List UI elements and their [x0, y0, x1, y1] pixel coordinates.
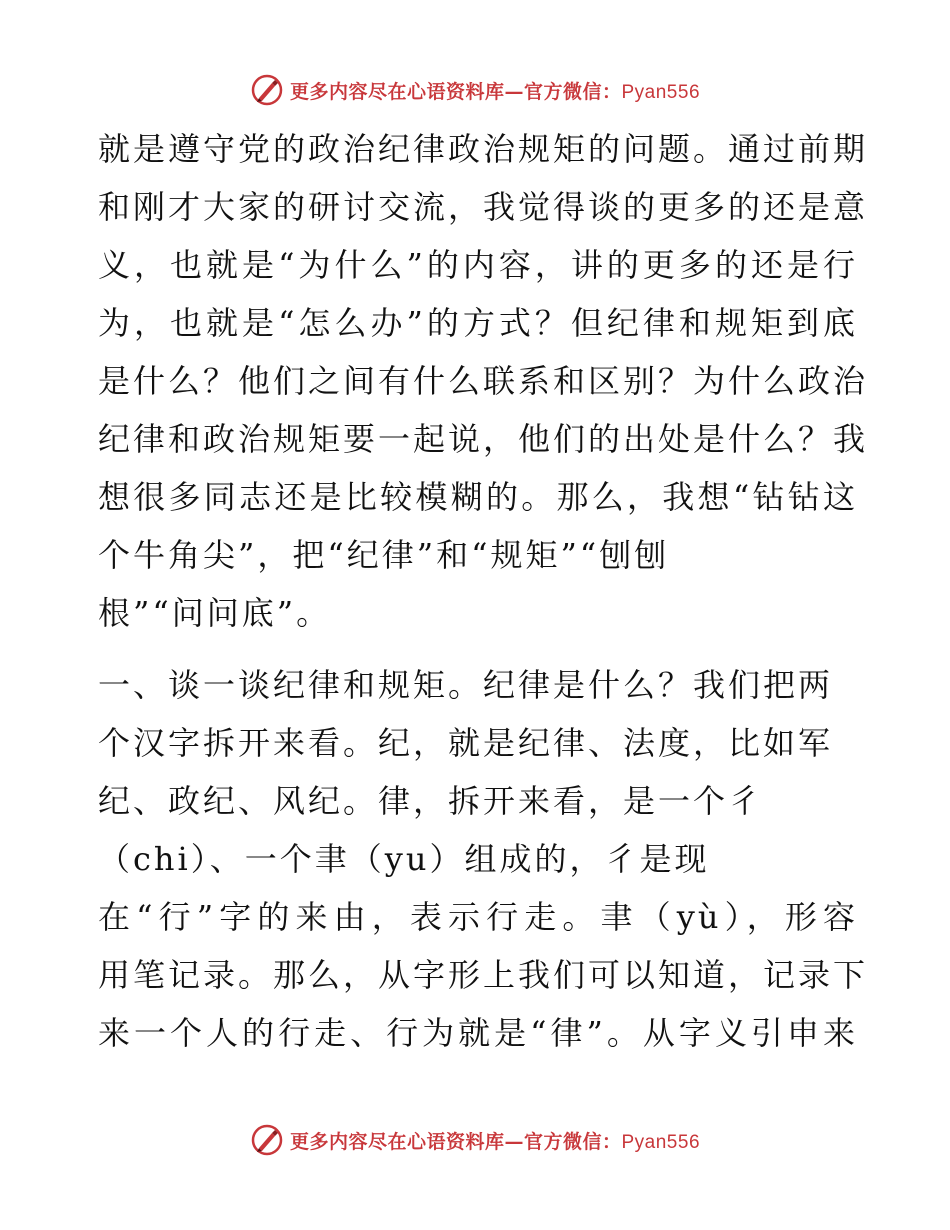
- text-line: 为，也就是“怎么办”的方式？但纪律和规矩到底: [98, 304, 858, 342]
- text-line: 在“行”字的来由，表示行走。聿（yù），形容: [98, 898, 858, 936]
- text-line: 和刚才大家的研讨交流，我觉得谈的更多的还是意: [98, 188, 869, 226]
- text-line: 是什么？他们之间有什么联系和区别？为什么政治: [98, 362, 869, 400]
- wechat-account: Pyan556: [621, 1131, 701, 1153]
- text-line: 根”“问问底”。: [98, 594, 332, 632]
- text-line: 一、谈一谈纪律和规矩。纪律是什么？我们把两: [98, 666, 834, 704]
- pen-logo-icon: [250, 1123, 284, 1157]
- text-line: 个汉字拆开来看。纪，就是纪律、法度，比如军: [98, 724, 834, 762]
- document-body: [98, 120, 869, 1062]
- wechat-account: Pyan556: [621, 81, 701, 103]
- text-line: 用笔记录。那么，从字形上我们可以知道，记录下: [98, 956, 869, 994]
- text-line: 想很多同志还是比较模糊的。那么，我想“钻钻这: [98, 478, 858, 516]
- paragraph: [98, 120, 869, 642]
- text-line: 义，也就是“为什么”的内容，讲的更多的还是行: [98, 246, 858, 284]
- text-line: 纪、政纪、风纪。律，拆开来看，是一个彳: [98, 782, 764, 820]
- paragraph-gap: [98, 642, 858, 656]
- text-line: 个牛角尖”，把“纪律”和“规矩”“刨刨: [98, 536, 670, 574]
- footer-watermark: [0, 1122, 950, 1158]
- watermark-text: 更多内容尽在心语资料库—官方微信：Pyan556: [289, 80, 701, 103]
- text-line: 就是遵守党的政治纪律政治规矩的问题。通过前期: [98, 130, 869, 168]
- pen-logo-icon: [250, 73, 284, 107]
- watermark-text: 更多内容尽在心语资料库—官方微信：Pyan556: [289, 1130, 701, 1153]
- paragraph: [98, 656, 869, 1062]
- text-line: 来一个人的行走、行为就是“律”。从字义引申来: [98, 1014, 858, 1052]
- text-line: （chi）、一个聿（yu）组成的，彳是现: [98, 840, 710, 878]
- header-watermark: [0, 72, 950, 108]
- text-line: 纪律和政治规矩要一起说，他们的出处是什么？我: [98, 420, 869, 458]
